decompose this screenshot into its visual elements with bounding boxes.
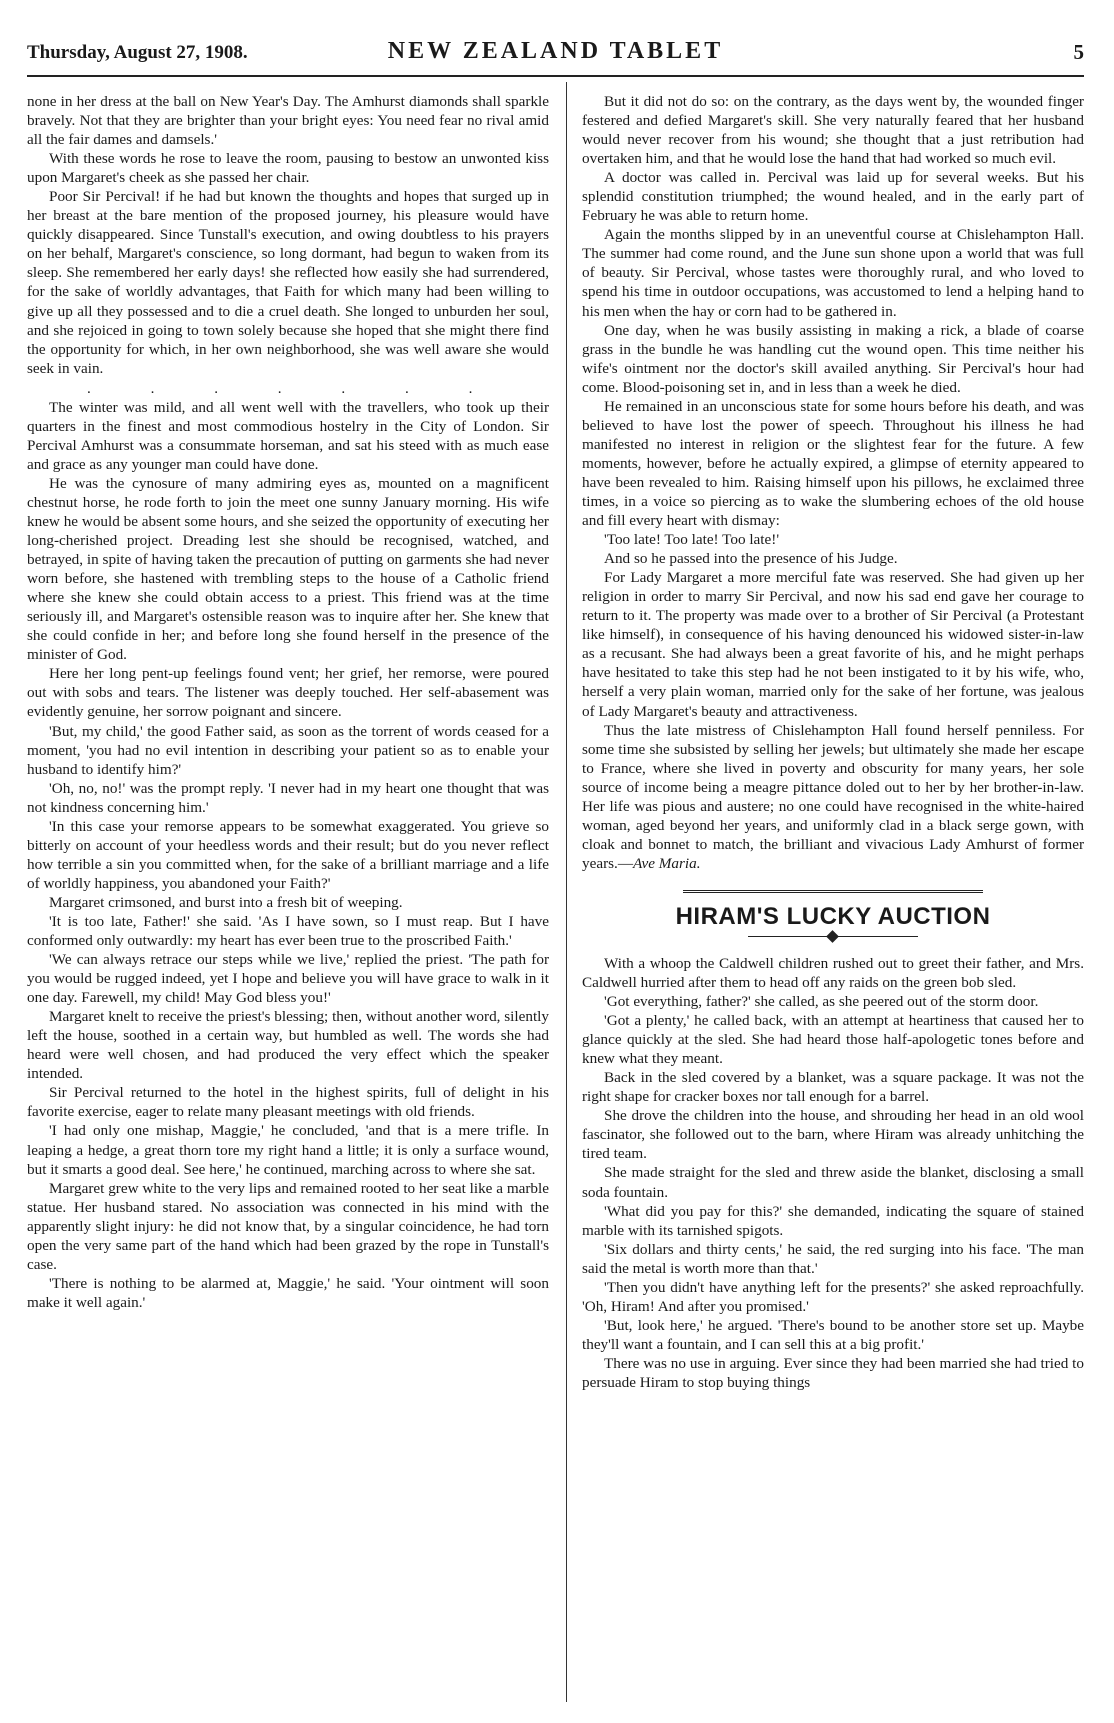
paragraph: 'Got a plenty,' he called back, with an attempt at heartiness that caused her to glance quickly at the sled. She had heard those half-apologetic tones before and knew what they meant. xyxy=(582,1012,1084,1068)
paragraph: For Lady Margaret a more merciful fate was reserved. She had given up her religion in order to marry Sir Percival, and now his sad end gave her courage to return to it. The property was made over to a brother of Sir Percival (a Protestant like himself), in consequence of his having denounced his widowed sister-in-law as a recusant. She had always been a great favorite of his, and he might perhaps have hesitated to take this step had he not been instigated to it by his wife, who, herself a very plain woman, married only for the sake of her fortune, was jealous of Lady Margaret's beauty and attractiveness. xyxy=(582,569,1084,720)
paragraph: He was the cynosure of many admiring eyes as, mounted on a magnificent chestnut horse, he rode forth to join the meet one sunny January morning. His wife knew he would be absent some hours, and she seized the opportunity of executing her long-cherished project. Dreading lest she should be recognised, watched, and betrayed, in spite of having taken the precaution of putting on garments she had never worn before, she hastened with trembling steps to the house of a Catholic friend where she knew she could obtain access to a priest. This friend was at the time seriously ill, and Margaret's ostensible reason was to inquire after her. She knew that she could confide in her; and before long she found herself in the presence of the minister of God. xyxy=(27,474,549,664)
paragraph: He remained in an unconscious state for some hours before his death, and was believed to have lost the power of speech. Throughout his illness he had manifested no interest in religion or the slightest fear for the future. A few moments, however, before he actually expired, a glimpse of eternity appeared to have been revealed to him. Raising himself upon his pillows, he exclaimed three times, in a voice so piercing as to wake the slumbering echoes of the old house and fill every heart with dismay: xyxy=(582,397,1084,530)
column-divider xyxy=(566,82,567,1702)
paragraph: 'There is nothing to be alarmed at, Maggie,' he said. 'Your ointment will soon make it well again.' xyxy=(27,1274,549,1311)
paragraph: 'But, my child,' the good Father said, as soon as the torrent of words ceased for a moment, 'you had no evil intention in describing your patient so as to enable your husband to identify him?' xyxy=(27,722,549,778)
paragraph: Margaret knelt to receive the priest's blessing; then, without another word, silently left the house, soothed in a certain way, but humbled as well. The words she had heard were well chosen, and had produced the very effect which the speaker intended. xyxy=(27,1008,549,1083)
paragraph: Back in the sled covered by a blanket, was a square package. It was not the right shape for cracker boxes nor tall enough for a barrel. xyxy=(582,1069,1084,1106)
left-column xyxy=(27,92,549,1312)
paragraph: 'We can always retrace our steps while we live,' replied the priest. 'The path for you would be rugged indeed, yet I hope and believe you will have grace to walk in it one day. Farewell, my child! May God bless you!' xyxy=(27,951,549,1007)
section-break: . . . . . . . xyxy=(87,379,501,397)
paragraph: With a whoop the Caldwell children rushed out to greet their father, and Mrs. Caldwell hurried after them to head off any raids on the green bob sled. xyxy=(582,954,1084,992)
paragraph: Margaret crimsoned, and burst into a fresh bit of weeping. xyxy=(49,893,403,911)
paragraph: A doctor was called in. Percival was laid up for several weeks. But his splendid constitution triumphed; the wound healed, and in the early part of February he was able to return home. xyxy=(582,169,1084,225)
paragraph: none in her dress at the ball on New Year's Day. The Amhurst diamonds shall sparkle bravely. Not that they are brighter than your bright eyes: You need fear no rival amid all the fair dames and damsels.' xyxy=(27,93,549,149)
right-column xyxy=(582,92,1084,1392)
headline-ornament xyxy=(748,932,918,942)
paragraph: 'Too late! Too late! Too late!' xyxy=(604,531,780,549)
paragraph: 'In this case your remorse appears to be somewhat exaggerated. You grieve so bitterly on account of your heedless words and their result; but do you never reflect how terrible a sin you committed when, for the sake of a brilliant marriage and a life of worldly happiness, you abandoned your Faith?' xyxy=(27,817,549,892)
attribution: Ave Maria. xyxy=(633,854,701,872)
paragraph: 'I had only one mishap, Maggie,' he concluded, 'and that is a mere trifle. In leaping a hedge, a great thorn tore my right hand a little; it is only a surface wound, but it smarts a good deal. See here,' he continued, marching across to where she sat. xyxy=(27,1122,549,1178)
paragraph: Poor Sir Percival! if he had but known the thoughts and hopes that surged up in her breast at the bare mention of the proposed journey, his pleasure would have quickly disappeared. Since Tunstall's execution, and owing doubtless to his prayers on her behalf, Margaret's conscience, so long dormant, had begun to waken from its sleep. She remembered her early days! she reflected how easily she had surrendered, for the sake of worldly advantages, that Faith for which many had been willing to give up all they possessed and to die a cruel death. She longed to unburden her soul, and she rejoiced in going to town solely because she hoped that she might there find the opportunity for which, in her own neighborhood, she was well aware she would seek in vain. xyxy=(27,188,549,377)
paragraph: The winter was mild, and all went well with the travellers, who took up their quarters in the finest and most commodious hostelry in the City of London. Sir Percival Amhurst was a consummate horseman, and sat his steed with as much ease and grace as any younger man could have done. xyxy=(27,398,549,473)
paragraph xyxy=(582,721,1084,873)
paragraph: She made straight for the sled and threw aside the blanket, disclosing a small soda fountain. xyxy=(582,1164,1084,1201)
paragraph: 'It is too late, Father!' she said. 'As I have sown, so I must reap. But I have conformed only outwardly: my heart has ever been true to the proscribed Faith.' xyxy=(27,912,549,950)
paragraph: 'But, look here,' he argued. 'There's bound to be another store set up. Maybe they'll want a fountain, and I can sell this at a big profit.' xyxy=(582,1316,1084,1353)
paragraph: 'Got everything, father?' she called, as she peered out of the storm door. xyxy=(604,993,1039,1011)
paragraph: 'Six dollars and thirty cents,' he said, the red surging into his face. 'The man said the metal is worth more than that.' xyxy=(582,1240,1084,1277)
paragraph: 'Then you didn't have anything left for the presents?' she asked reproachfully. 'Oh, Hiram! And after you promised.' xyxy=(582,1278,1084,1315)
masthead xyxy=(27,38,1084,74)
paragraph: Margaret grew white to the very lips and remained rooted to her seat like a marble statue. Her husband stared. No association was connected in his mind with the apparently slight injury: he did not know that, by a singular coincidence, he had torn open the very same part of the hand which had been grazed by the rope in Tunstall's case. xyxy=(27,1179,549,1273)
paragraph: 'Oh, no, no!' was the prompt reply. 'I never had in my heart one thought that was not kindness concerning him.' xyxy=(27,779,549,816)
paragraph: But it did not do so: on the contrary, as the days went by, the wounded finger festered and defied Margaret's skill. She very naturally feared that her husband would never recover from his wound; she thought that a just retribution had overtaken him, and that he would lose the hand that had worked so much evil. xyxy=(582,93,1084,168)
paragraph: 'What did you pay for this?' she demanded, indicating the square of stained marble with its tarnished spigots. xyxy=(582,1202,1084,1239)
paragraph: Again the months slipped by in an uneventful course at Chislehampton Hall. The summer had come round, and the June sun shone upon a world that was full of beauty. Sir Percival, whose tastes were thoroughly rural, and who loved to spend his time in outdoor occupations, was accustomed to lend a helping hand to his men when the hay or corn had to be gathered in. xyxy=(582,226,1084,320)
paragraph-text: Thus the late mistress of Chislehampton Hall found herself penniless. For some time she subsisted by selling her jewels; but ultimately she made her escape to France, where she lived in poverty and obscurity for many years, her sole source of income being a meagre pittance doled out to her by her brother-in-law. Her life was pious and austere; no one could have recognised in the white-haired woman, aged beyond her years, and uniformly clad in a black serge gown, with cloak and bonnet to match, the brilliant and vivacious Lady Amhurst of former years.— xyxy=(582,721,1084,872)
paragraph: One day, when he was busily assisting in making a rick, a blade of coarse grass in the bundle he was handling cut the wound open. This time neither his wife's ointment nor the doctor's skill availed anything. Sir Percival's hour had come. Blood-poisoning set in, and in less than a week he died. xyxy=(582,321,1084,396)
page-number: 5 xyxy=(1073,40,1084,64)
paragraph: Here her long pent-up feelings found vent; her grief, her remorse, were poured out with sobs and tears. The listener was deeply touched. Her self-abasement was evidently genuine, her sorrow poignant and sincere. xyxy=(27,665,549,721)
article-headline: HIRAM'S LUCKY AUCTION xyxy=(675,902,991,930)
paragraph: And so he passed into the presence of his Judge. xyxy=(604,550,898,568)
paragraph: She drove the children into the house, and shrouding her head in an old wool fascinator, she followed out to the barn, where Hiram was already unhitching the tired team. xyxy=(582,1107,1084,1163)
masthead-rule xyxy=(27,75,1084,77)
publication-title: NEW ZEALAND TABLET xyxy=(387,38,724,64)
paragraph: With these words he rose to leave the room, pausing to bestow an unwonted kiss upon Margaret's cheek as she passed her chair. xyxy=(27,150,549,187)
issue-date: Thursday, August 27, 1908. xyxy=(27,42,248,63)
paragraph: There was no use in arguing. Ever since they had been married she had tried to persuade Hiram to stop buying things xyxy=(582,1354,1084,1391)
paragraph: Sir Percival returned to the hotel in the highest spirits, full of delight in his favorite exercise, eager to relate many pleasant meetings with old friends. xyxy=(27,1084,549,1121)
article-separator xyxy=(683,887,983,897)
